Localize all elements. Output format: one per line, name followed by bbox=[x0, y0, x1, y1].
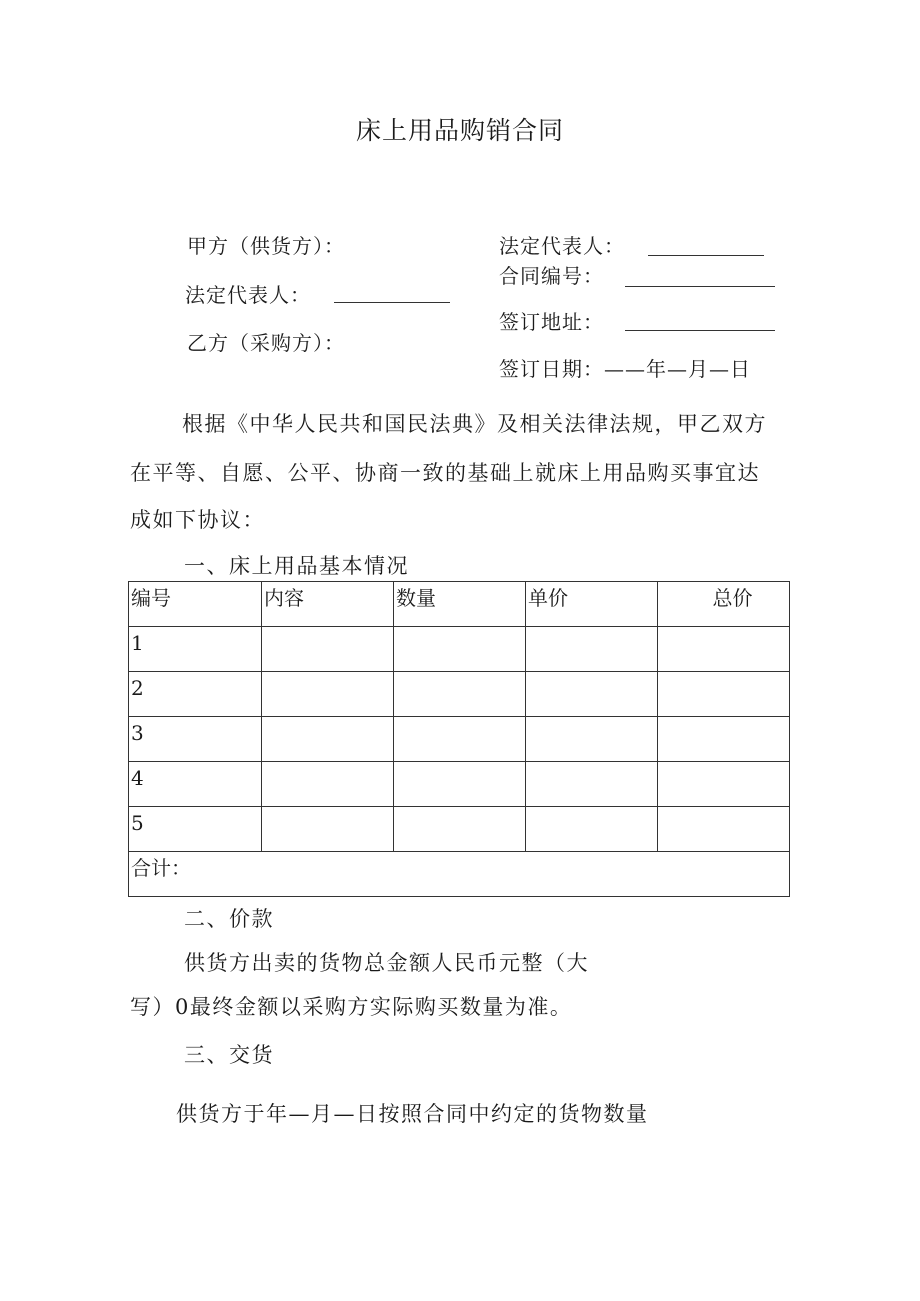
row-content-cell[interactable] bbox=[262, 762, 394, 807]
row-quantity-cell[interactable] bbox=[394, 627, 526, 672]
intro-line-2: 在平等、自愿、公平、协商一致的基础上就床上用品购买事宜达 bbox=[130, 461, 760, 485]
party-a-label: 甲方（供货方）： bbox=[187, 234, 345, 258]
sign-place-blank[interactable] bbox=[625, 330, 775, 331]
row-quantity-cell[interactable] bbox=[394, 807, 526, 852]
row-no-cell: 4 bbox=[129, 762, 262, 807]
document-title: 床上用品购销合同 bbox=[355, 116, 564, 145]
row-quantity-cell[interactable] bbox=[394, 762, 526, 807]
row-no-cell: 3 bbox=[129, 717, 262, 762]
table-row bbox=[129, 627, 790, 672]
row-no-cell: 5 bbox=[129, 807, 262, 852]
section-2-heading: 二、价款 bbox=[184, 907, 274, 931]
intro-line-1: 根据《中华人民共和国民法典》及相关法律法规，甲乙双方 bbox=[182, 412, 767, 436]
party-b-rep-label: 法定代表人： bbox=[499, 234, 625, 258]
row-content-cell[interactable] bbox=[262, 627, 394, 672]
row-unit-price-cell[interactable] bbox=[526, 762, 658, 807]
table-header-row bbox=[129, 582, 790, 627]
header-cell-total-price: 总价 bbox=[658, 582, 790, 627]
table-row bbox=[129, 717, 790, 762]
row-content-cell[interactable] bbox=[262, 717, 394, 762]
contract-no-label: 合同编号： bbox=[499, 264, 604, 288]
row-total-price-cell[interactable] bbox=[658, 762, 790, 807]
header-cell-content: 内容 bbox=[262, 582, 394, 627]
header-cell-unit-price: 单价 bbox=[526, 582, 658, 627]
header-cell-quantity: 数量 bbox=[394, 582, 526, 627]
row-quantity-cell[interactable] bbox=[394, 717, 526, 762]
row-total-price-cell[interactable] bbox=[658, 807, 790, 852]
row-content-cell[interactable] bbox=[262, 807, 394, 852]
contract-no-blank[interactable] bbox=[625, 286, 775, 287]
sign-place-label: 签订地址： bbox=[499, 310, 604, 334]
row-content-cell[interactable] bbox=[262, 672, 394, 717]
party-a-rep-blank[interactable] bbox=[334, 302, 450, 303]
row-total-price-cell[interactable] bbox=[658, 672, 790, 717]
section-1-heading: 一、床上用品基本情况 bbox=[184, 554, 409, 578]
section-2-line-1: 供货方出卖的货物总金额人民币元整（大 bbox=[184, 951, 589, 975]
party-a-rep-label: 法定代表人： bbox=[185, 283, 311, 307]
section-2-line-2: 写）0最终金额以采购方实际购买数量为准。 bbox=[130, 995, 573, 1019]
total-cell[interactable]: 合计： bbox=[129, 852, 790, 897]
row-no-cell: 1 bbox=[129, 627, 262, 672]
intro-line-3: 成如下协议： bbox=[130, 508, 265, 532]
goods-table bbox=[128, 581, 790, 897]
header-cell-no: 编号 bbox=[129, 582, 262, 627]
table-total-row bbox=[129, 852, 790, 897]
table-row bbox=[129, 762, 790, 807]
row-total-price-cell[interactable] bbox=[658, 717, 790, 762]
row-no-cell: 2 bbox=[129, 672, 262, 717]
row-unit-price-cell[interactable] bbox=[526, 627, 658, 672]
row-unit-price-cell[interactable] bbox=[526, 717, 658, 762]
party-b-label: 乙方（采购方）： bbox=[187, 331, 345, 355]
row-total-price-cell[interactable] bbox=[658, 627, 790, 672]
table-row bbox=[129, 807, 790, 852]
party-b-rep-blank[interactable] bbox=[648, 255, 764, 256]
row-unit-price-cell[interactable] bbox=[526, 672, 658, 717]
sign-date-label: 签订日期：——年—月—日 bbox=[499, 357, 751, 381]
row-unit-price-cell[interactable] bbox=[526, 807, 658, 852]
section-3-heading: 三、交货 bbox=[184, 1043, 274, 1067]
section-3-line-1: 供货方于年—月—日按照合同中约定的货物数量 bbox=[176, 1102, 649, 1126]
table-row bbox=[129, 672, 790, 717]
row-quantity-cell[interactable] bbox=[394, 672, 526, 717]
